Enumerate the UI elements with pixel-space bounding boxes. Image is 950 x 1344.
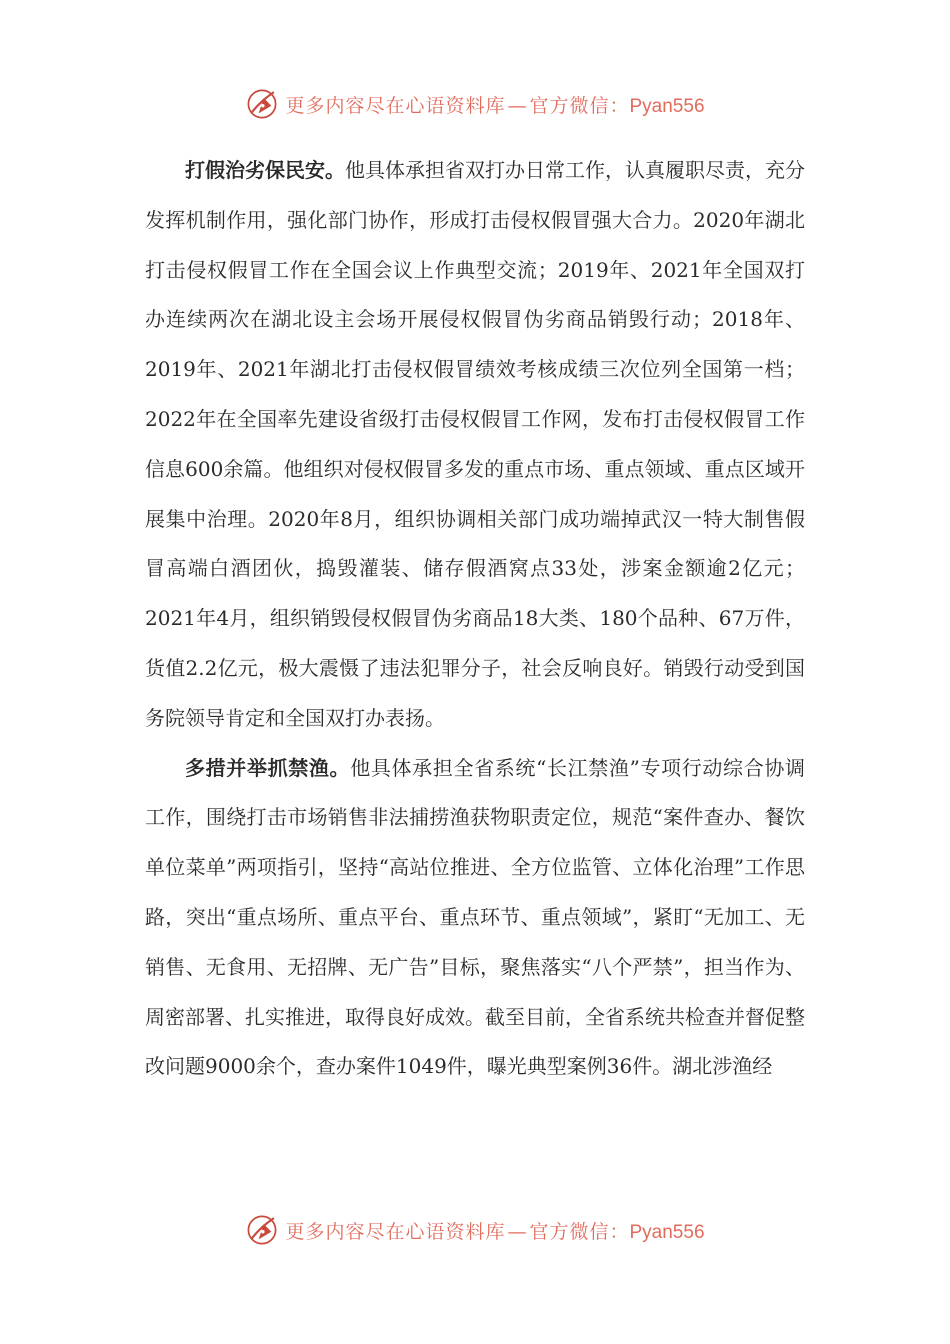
paragraph-1: [145, 146, 805, 744]
banner-separator: —: [507, 1220, 528, 1243]
banner-wechat-id: Pyan556: [629, 1221, 705, 1243]
paragraph-1-text: 他具体承担省双打办日常工作，认真履职尽责，充分发挥机制作用，强化部门协作，形成打击侵权假冒强大合力。2020年湖北打击侵权假冒工作在全国会议上作典型交流；2019年、2021年全国双打办连续两次在湖北设主会场开展侵权假冒伪劣商品销毁行动；2018年、2019年、2021年湖北打击侵权假冒绩效考核成绩三次位列全国第一档；2022年在全国率先建设省级打击侵权假冒工作网，发布打击侵权假冒工作信息600余篇。他组织对侵权假冒多发的重点市场、重点领域、重点区域开展集中治理。2020年8月，组织协调相关部门成功端掉武汉一特大制售假冒高端白酒团伙，捣毁灌装、储存假酒窝点33处，涉案金额逾2亿元；2021年4月，组织销毁侵权假冒伪劣商品18大类、180个品种、67万件，货值2.2亿元，极大震慑了违法犯罪分子，社会反响良好。销毁行动受到国务院领导肯定和全国双打办表扬。: [145, 158, 805, 730]
banner-separator: —: [507, 94, 528, 117]
header-banner: [0, 84, 950, 124]
banner-title: 更多内容尽在心语资料库: [285, 1220, 506, 1243]
paragraph-2-text: 他具体承担全省系统“长江禁渔”专项行动综合协调工作，围绕打击市场销售非法捕捞渔获物职责定位，规范“案件查办、餐饮单位菜单”两项指引，坚持“高站位推进、全方位监管、立体化治理”工作思路，突出“重点场所、重点平台、重点环节、重点领域”，紧盯“无加工、无销售、无食用、无招牌、无广告”目标，聚焦落实“八个严禁”，担当作为、周密部署、扎实推进，取得良好成效。截至目前，全省系统共检查并督促整改问题9000余个，查办案件1049件，曝光典型案例36件。湖北涉渔经: [145, 755, 806, 1079]
banner-wechat-label: 官方微信：: [529, 94, 630, 117]
paragraph-1-lead: 打假治劣保民安。: [185, 158, 345, 182]
paragraph-2: [145, 744, 805, 1093]
footer-banner: [0, 1210, 950, 1250]
article-body: [145, 146, 805, 1092]
banner-wechat-label: 官方微信：: [529, 1220, 630, 1243]
pen-nib-icon: [245, 1213, 279, 1247]
banner-title: 更多内容尽在心语资料库: [285, 94, 506, 117]
pen-nib-icon: [245, 87, 279, 121]
banner-wechat-id: Pyan556: [629, 95, 705, 117]
paragraph-2-lead: 多措并举抓禁渔。: [185, 755, 351, 780]
